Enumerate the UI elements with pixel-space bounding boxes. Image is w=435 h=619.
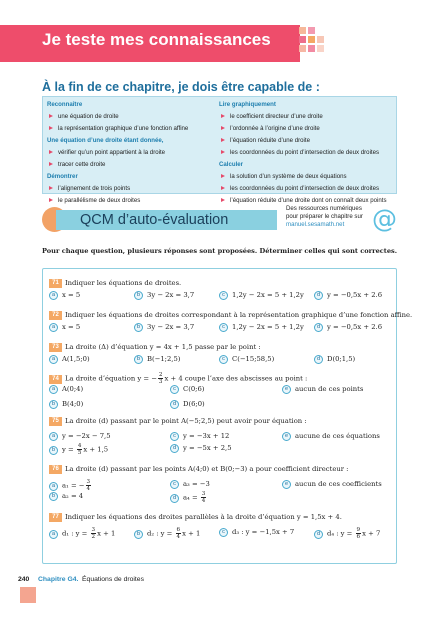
fraction-denominator: 4 xyxy=(201,498,206,504)
answer-letter-badge: c xyxy=(219,291,228,300)
answer-letter-badge: a xyxy=(49,385,58,394)
question-statement: La droite (d) passant par le point A(−5;2,5) peut avoir pour équation : xyxy=(65,417,307,425)
objective-heading xyxy=(47,135,222,147)
question-75 xyxy=(42,416,397,456)
fraction xyxy=(201,491,207,504)
answer-choice-b[interactable] xyxy=(49,491,83,502)
fraction-numerator: 3 xyxy=(91,527,96,533)
answer-letter-badge: d xyxy=(170,494,179,503)
answer-letter-badge: a xyxy=(49,530,58,539)
question-statement-start: La droite d’équation y = − xyxy=(65,374,157,383)
bullet-arrow-icon xyxy=(49,186,53,190)
answer-letter-badge: e xyxy=(282,385,291,394)
objective-heading xyxy=(47,171,222,183)
answer-choice-b[interactable] xyxy=(49,443,108,454)
question-text xyxy=(49,464,348,475)
answer-text: y = −0,5x + 2.6 xyxy=(327,323,383,331)
answer-text: y = −0,5x + 2.6 xyxy=(327,291,383,299)
answer-text: a₃ = −3 xyxy=(183,480,210,488)
objective-text: Une équation d’une droite étant donnée, xyxy=(47,137,164,144)
answer-letter-badge: d xyxy=(170,444,179,453)
objective-text: le parallélisme de deux droites xyxy=(58,197,141,204)
answer-letter-badge: b xyxy=(134,530,143,539)
answer-text: B(−1;2,5) xyxy=(147,355,181,363)
answer-choice-b[interactable] xyxy=(134,290,194,301)
objectives-heading: À la fin de ce chapitre, je dois être capable de : xyxy=(42,80,320,94)
footer-chapter: Chapitre G4. xyxy=(38,576,79,583)
answer-choice-b[interactable] xyxy=(49,399,83,410)
answer-text: y = −5x + 2,5 xyxy=(183,444,232,452)
answer-choice-c[interactable] xyxy=(170,479,210,490)
answer-choice-b[interactable] xyxy=(134,354,180,365)
answer-choice-c[interactable] xyxy=(219,290,304,301)
objective-item xyxy=(47,147,222,159)
objective-text: Lire graphiquement xyxy=(219,101,276,108)
fraction-numerator: 6 xyxy=(176,527,181,533)
objective-item xyxy=(47,159,222,171)
answer-text-end: x + 1 xyxy=(97,529,116,538)
answer-text: D(0;1,5) xyxy=(327,355,356,363)
fraction-denominator: 5 xyxy=(77,450,82,456)
qcm-instruction: Pour chaque question, plusieurs réponses sont proposées. Déterminer celles qui sont correctes. xyxy=(42,247,398,255)
objective-item xyxy=(219,171,394,183)
answer-choice-a[interactable] xyxy=(49,290,80,301)
question-number: 75 xyxy=(49,417,62,426)
answer-letter-badge: d xyxy=(314,291,323,300)
answer-letter-badge: a xyxy=(49,482,58,491)
bullet-arrow-icon xyxy=(221,138,225,142)
fraction-denominator: 6 xyxy=(356,534,361,540)
objective-heading xyxy=(219,159,394,171)
objective-item xyxy=(47,195,222,207)
answer-text: x = 5 xyxy=(62,291,81,299)
answer-choice-c[interactable] xyxy=(170,431,229,442)
objectives-right-column xyxy=(219,99,394,207)
answer-choice-c[interactable] xyxy=(219,354,274,365)
fraction-denominator: 2 xyxy=(91,534,96,540)
answer-letter-badge: d xyxy=(314,323,323,332)
footer-square xyxy=(20,587,36,603)
answer-choice-e[interactable] xyxy=(282,384,363,395)
fraction-numerator: 3 xyxy=(86,479,91,485)
answer-choice-a[interactable] xyxy=(49,479,92,490)
answer-text: 1,2y − 2x = 5 + 1,2y xyxy=(232,291,304,299)
objective-text: l’ordonnée à l’origine d’une droite xyxy=(230,125,320,132)
answer-choice-d[interactable] xyxy=(314,354,355,365)
resources-note xyxy=(286,205,363,229)
answer-text: y = −3x + 12 xyxy=(183,432,230,440)
answer-text-end: x + 1,5 xyxy=(83,445,109,454)
answer-letter-badge: d xyxy=(170,400,179,409)
answer-letter-badge: e xyxy=(282,480,291,489)
question-text xyxy=(49,416,307,427)
objective-text: la représentation graphique d’une fonction affine xyxy=(58,125,189,132)
question-number: 74 xyxy=(49,375,62,384)
answer-letter-badge: c xyxy=(170,432,179,441)
fraction xyxy=(86,479,92,492)
bullet-arrow-icon xyxy=(221,186,225,190)
objective-text: les coordonnées du point d’intersection de deux droites xyxy=(230,149,380,156)
answer-choice-c[interactable] xyxy=(219,527,294,538)
answer-choice-a[interactable] xyxy=(49,322,80,333)
answer-letter-badge: b xyxy=(49,446,58,455)
answer-text: d₃ : y = −1,5x + 7 xyxy=(232,528,295,536)
answer-choice-a[interactable] xyxy=(49,527,115,538)
answer-text-start: y = xyxy=(62,445,76,454)
answer-text-start: d₁ : y = xyxy=(62,529,90,538)
answer-text: A(0;4) xyxy=(62,385,84,393)
answer-text: aucun de ces coefficients xyxy=(295,480,382,488)
fraction-numerator: 2 xyxy=(158,372,163,378)
answer-letter-badge: a xyxy=(49,291,58,300)
answer-letter-badge: b xyxy=(49,492,58,501)
answer-text: B(4;0) xyxy=(62,400,84,408)
question-text xyxy=(49,310,412,321)
answer-text: 1,2y − 2x = 5 + 1,2y xyxy=(232,323,304,331)
objective-text: une équation de droite xyxy=(58,113,119,120)
decorative-tiles xyxy=(297,25,327,61)
objective-heading xyxy=(219,99,394,111)
objective-text: le coefficient directeur d’une droite xyxy=(230,113,323,120)
top-strip xyxy=(0,0,435,14)
answer-choice-a[interactable] xyxy=(49,431,111,442)
answer-letter-badge: b xyxy=(134,291,143,300)
objective-text: vérifier qu’un point appartient à la droite xyxy=(58,149,166,156)
bullet-arrow-icon xyxy=(49,150,53,154)
objective-item xyxy=(47,183,222,195)
objective-item xyxy=(47,123,222,135)
objective-item xyxy=(219,111,394,123)
fraction xyxy=(91,527,97,540)
objective-text: l’équation réduite d’une droite dont on connaît deux points xyxy=(230,197,387,204)
objective-text: l’alignement de trois points xyxy=(58,185,131,192)
question-statement: La droite (Δ) d’équation y = 4x + 1,5 passe par le point : xyxy=(65,343,261,351)
answer-text: A(1,5;0) xyxy=(62,355,90,363)
answer-text: D(6;0) xyxy=(183,400,205,408)
question-statement: Indiquer les équations de droites correspondant à la représentation graphique d’une fonction affine. xyxy=(65,311,413,319)
fraction-numerator: 3 xyxy=(201,491,206,497)
objective-text: la solution d’un système de deux équations xyxy=(230,173,347,180)
answer-choice-d[interactable] xyxy=(170,443,232,454)
objective-heading xyxy=(47,99,222,111)
objectives-box xyxy=(42,96,397,204)
answer-choice-d[interactable] xyxy=(170,399,205,410)
answer-choice-d[interactable] xyxy=(170,491,207,502)
answer-text-start: a₄ = xyxy=(183,493,200,502)
bullet-arrow-icon xyxy=(221,126,225,130)
bullet-arrow-icon xyxy=(49,198,53,202)
answer-letter-badge: c xyxy=(219,355,228,364)
fraction xyxy=(356,527,362,540)
answer-letter-badge: d xyxy=(314,530,323,539)
bullet-arrow-icon xyxy=(49,162,53,166)
fraction-numerator: 9 xyxy=(356,527,361,533)
answer-text: x = 5 xyxy=(62,323,81,331)
bullet-arrow-icon xyxy=(221,114,225,118)
bullet-arrow-icon xyxy=(221,174,225,178)
answer-text: C(0;6) xyxy=(183,385,205,393)
answer-choice-e[interactable] xyxy=(282,479,382,490)
objective-item xyxy=(47,111,222,123)
resources-line-2: pour préparer le chapitre sur xyxy=(286,213,363,220)
answer-choice-d[interactable] xyxy=(314,290,382,301)
objective-item xyxy=(219,135,394,147)
fraction-denominator: 3 xyxy=(158,379,163,385)
answer-letter-badge: c xyxy=(170,480,179,489)
answer-text: y = −2x − 7,5 xyxy=(62,432,111,440)
footer-subtitle: Équations de droites xyxy=(82,576,144,583)
resources-link[interactable]: manuel.sesamath.net xyxy=(286,221,345,228)
objective-text: Démontrer xyxy=(47,173,78,180)
answer-choice-d[interactable] xyxy=(314,322,382,333)
answer-letter-badge: a xyxy=(49,432,58,441)
bullet-arrow-icon xyxy=(221,198,225,202)
question-number: 72 xyxy=(49,311,62,320)
answer-letter-badge: b xyxy=(49,400,58,409)
answer-choice-b[interactable] xyxy=(134,527,200,538)
answer-text: 3y − 2x = 3,7 xyxy=(147,291,195,299)
bullet-arrow-icon xyxy=(49,114,53,118)
bullet-arrow-icon xyxy=(49,126,53,130)
objectives-left-column xyxy=(47,99,222,207)
answer-text: aucun de ces points xyxy=(295,385,364,393)
page-title: Je teste mes connaissances xyxy=(42,30,271,49)
answer-letter-badge: b xyxy=(134,355,143,364)
answer-text-start: d₄ : y = xyxy=(327,529,355,538)
question-text xyxy=(49,372,307,383)
question-74 xyxy=(42,372,397,412)
question-number: 76 xyxy=(49,465,62,474)
answer-choice-b[interactable] xyxy=(134,322,194,333)
answer-text: a₂ = 4 xyxy=(62,492,84,500)
answer-letter-badge: a xyxy=(49,323,58,332)
fraction-numerator: 4 xyxy=(77,443,82,449)
answer-choice-e[interactable] xyxy=(282,431,380,442)
objective-item xyxy=(219,183,394,195)
at-icon: @ xyxy=(372,204,397,233)
answer-choice-d[interactable] xyxy=(314,527,380,538)
question-text xyxy=(49,278,181,289)
answer-text-end: x + 7 xyxy=(362,529,381,538)
bullet-arrow-icon xyxy=(221,150,225,154)
answer-text: C(−15;58,5) xyxy=(232,355,275,363)
question-77 xyxy=(42,512,397,552)
objective-text: tracer cette droite xyxy=(58,161,106,168)
question-number: 73 xyxy=(49,343,62,352)
question-statement-end: x + 4 coupe l’axe des abscisses au point : xyxy=(164,374,308,383)
objective-text: les coordonnées du point d’intersection de deux droites xyxy=(230,185,380,192)
answer-letter-badge: e xyxy=(282,432,291,441)
answer-letter-badge: c xyxy=(219,528,228,537)
question-statement: La droite (d) passant par les points A(4;0) et B(0;−3) a pour coefficient directeur : xyxy=(65,465,349,473)
answer-text-start: d₂ : y = xyxy=(147,529,175,538)
question-76 xyxy=(42,464,397,504)
fraction-denominator: 4 xyxy=(86,486,91,492)
qcm-title: QCM d’auto-évaluation xyxy=(80,212,229,228)
answer-choice-a[interactable] xyxy=(49,354,90,365)
answer-choice-a[interactable] xyxy=(49,384,83,395)
objective-item xyxy=(219,123,394,135)
page-number: 240 xyxy=(18,576,30,583)
question-text xyxy=(49,342,261,353)
objective-item xyxy=(219,147,394,159)
question-number: 71 xyxy=(49,279,62,288)
answer-choice-c[interactable] xyxy=(170,384,204,395)
question-number: 77 xyxy=(49,513,62,522)
answer-choice-c[interactable] xyxy=(219,322,304,333)
fraction xyxy=(176,527,182,540)
question-statement: Indiquer les équations de droites. xyxy=(65,279,182,287)
fraction xyxy=(77,443,83,456)
resources-line-1: Des ressources numériques xyxy=(286,205,362,212)
question-statement: Indiquer les équations des droites parallèles à la droite d’équation y = 1,5x + 4. xyxy=(65,513,342,521)
answer-letter-badge: a xyxy=(49,355,58,364)
answer-text: 3y − 2x = 3,7 xyxy=(147,323,195,331)
answer-text: aucune de ces équations xyxy=(295,432,380,440)
question-text xyxy=(49,512,342,523)
fraction-denominator: 4 xyxy=(176,534,181,540)
answer-letter-badge: b xyxy=(134,323,143,332)
answer-letter-badge: c xyxy=(219,323,228,332)
answer-text-start: a₁ = − xyxy=(62,481,85,490)
objective-text: l’équation réduite d’une droite xyxy=(230,137,310,144)
answer-text-end: x + 1 xyxy=(182,529,201,538)
fraction xyxy=(158,372,164,385)
answer-letter-badge: c xyxy=(170,385,179,394)
objective-text: Calculer xyxy=(219,161,244,168)
objective-text: Reconnaître xyxy=(47,101,83,108)
answer-letter-badge: d xyxy=(314,355,323,364)
